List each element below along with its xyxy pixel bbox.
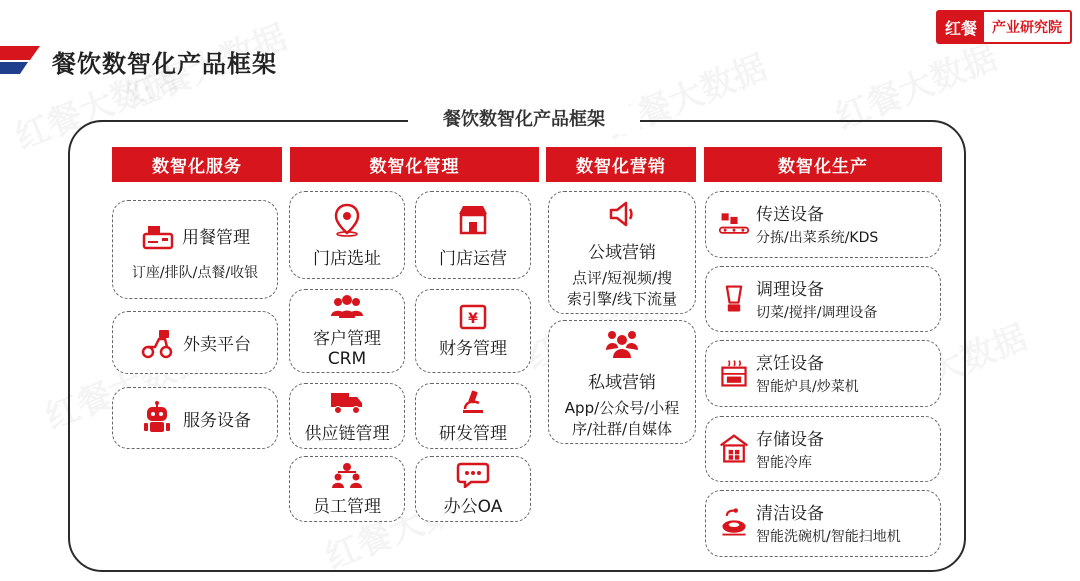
cashier-icon (140, 218, 176, 254)
marketing-item-label: 公域营销 (588, 243, 656, 263)
marketing-item-sub: 点评/短视频/搜 (571, 269, 673, 287)
management-item-label: 门店运营 (439, 248, 507, 269)
staff-icon (329, 462, 365, 488)
microscope-icon (455, 389, 491, 415)
production-item-sub: 智能冷库 (756, 455, 812, 471)
marketing-item-private (548, 320, 696, 444)
chat-bubble-icon (455, 462, 491, 488)
customers-icon (329, 294, 365, 320)
production-item-label: 清洁设备 (756, 504, 824, 524)
production-item-cleaning (705, 490, 941, 557)
stove-icon (718, 357, 750, 389)
service-item-takeout (112, 311, 278, 374)
management-item-finance (415, 289, 531, 373)
management-item-operations (415, 191, 531, 279)
production-item-label: 调理设备 (756, 280, 824, 300)
management-item-label: 供应链管理 (304, 423, 390, 444)
production-item-sub: 智能炉具/炒菜机 (756, 379, 859, 395)
category-production: 数智化生产 (704, 147, 942, 182)
management-item-sub: CRM (327, 348, 367, 369)
production-item-sub: 切菜/搅拌/调理设备 (756, 305, 878, 321)
management-item-label: 门店选址 (313, 248, 381, 269)
production-item-sub: 分拣/出菜系统/KDS (756, 230, 879, 246)
management-item-label: 办公OA (443, 496, 503, 517)
cleaning-robot-icon (718, 507, 750, 539)
management-item-staff (289, 456, 405, 522)
marketing-item-sub: 索引擎/线下流量 (566, 290, 678, 308)
service-item-sub: 订座/排队/点餐/收银 (131, 264, 259, 281)
production-item-label: 传送设备 (756, 205, 824, 225)
brand-logo (936, 10, 1072, 44)
management-item-label: 财务管理 (439, 338, 507, 359)
svg-text:¥: ¥ (468, 310, 478, 327)
title-accent-bar (0, 46, 40, 74)
management-item-oa (415, 456, 531, 522)
management-item-crm (289, 289, 405, 373)
production-item-cooking (705, 340, 941, 407)
management-item-label: 员工管理 (313, 496, 381, 517)
framework-title: 餐饮数智化产品框架 (408, 106, 640, 134)
location-pin-icon (329, 202, 365, 238)
category-management: 数智化管理 (290, 147, 539, 182)
production-item-prep (705, 266, 941, 332)
marketing-item-public (548, 191, 696, 314)
production-item-conveyor (705, 191, 941, 258)
marketing-item-sub: App/公众号/小程 (564, 398, 680, 417)
management-item-site (289, 191, 405, 279)
blender-icon (718, 283, 750, 315)
brand-logo-right: 产业研究院 (992, 20, 1062, 36)
production-item-label: 存储设备 (756, 430, 824, 450)
page-title: 餐饮数智化产品框架 (52, 50, 277, 78)
megaphone-icon (604, 196, 640, 232)
service-item-dining (112, 200, 278, 299)
category-marketing: 数智化营销 (546, 147, 696, 182)
service-item-devices (112, 387, 278, 449)
conveyor-icon (718, 208, 750, 240)
management-item-label: 研发管理 (439, 423, 507, 444)
production-item-storage (705, 416, 941, 482)
management-item-label: 客户管理 (313, 328, 381, 349)
cold-storage-icon (718, 433, 750, 465)
storefront-icon (455, 202, 491, 238)
marketing-item-sub: 序/社群/自媒体 (571, 419, 673, 438)
service-item-label: 服务设备 (183, 410, 251, 431)
brand-logo-left: 红餐 (938, 12, 984, 42)
service-item-label: 用餐管理 (182, 228, 250, 248)
production-item-sub: 智能洗碗机/智能扫地机 (756, 529, 901, 545)
delivery-scooter-icon (139, 325, 175, 361)
truck-icon (329, 389, 365, 415)
yen-register-icon (455, 304, 491, 330)
service-item-label: 外卖平台 (183, 335, 251, 355)
production-item-label: 烹饪设备 (756, 354, 824, 374)
community-icon (604, 326, 640, 362)
management-item-supply (289, 383, 405, 449)
robot-icon (139, 400, 175, 436)
marketing-item-label: 私域营销 (588, 372, 656, 393)
management-item-rnd (415, 383, 531, 449)
category-service: 数智化服务 (112, 147, 282, 182)
